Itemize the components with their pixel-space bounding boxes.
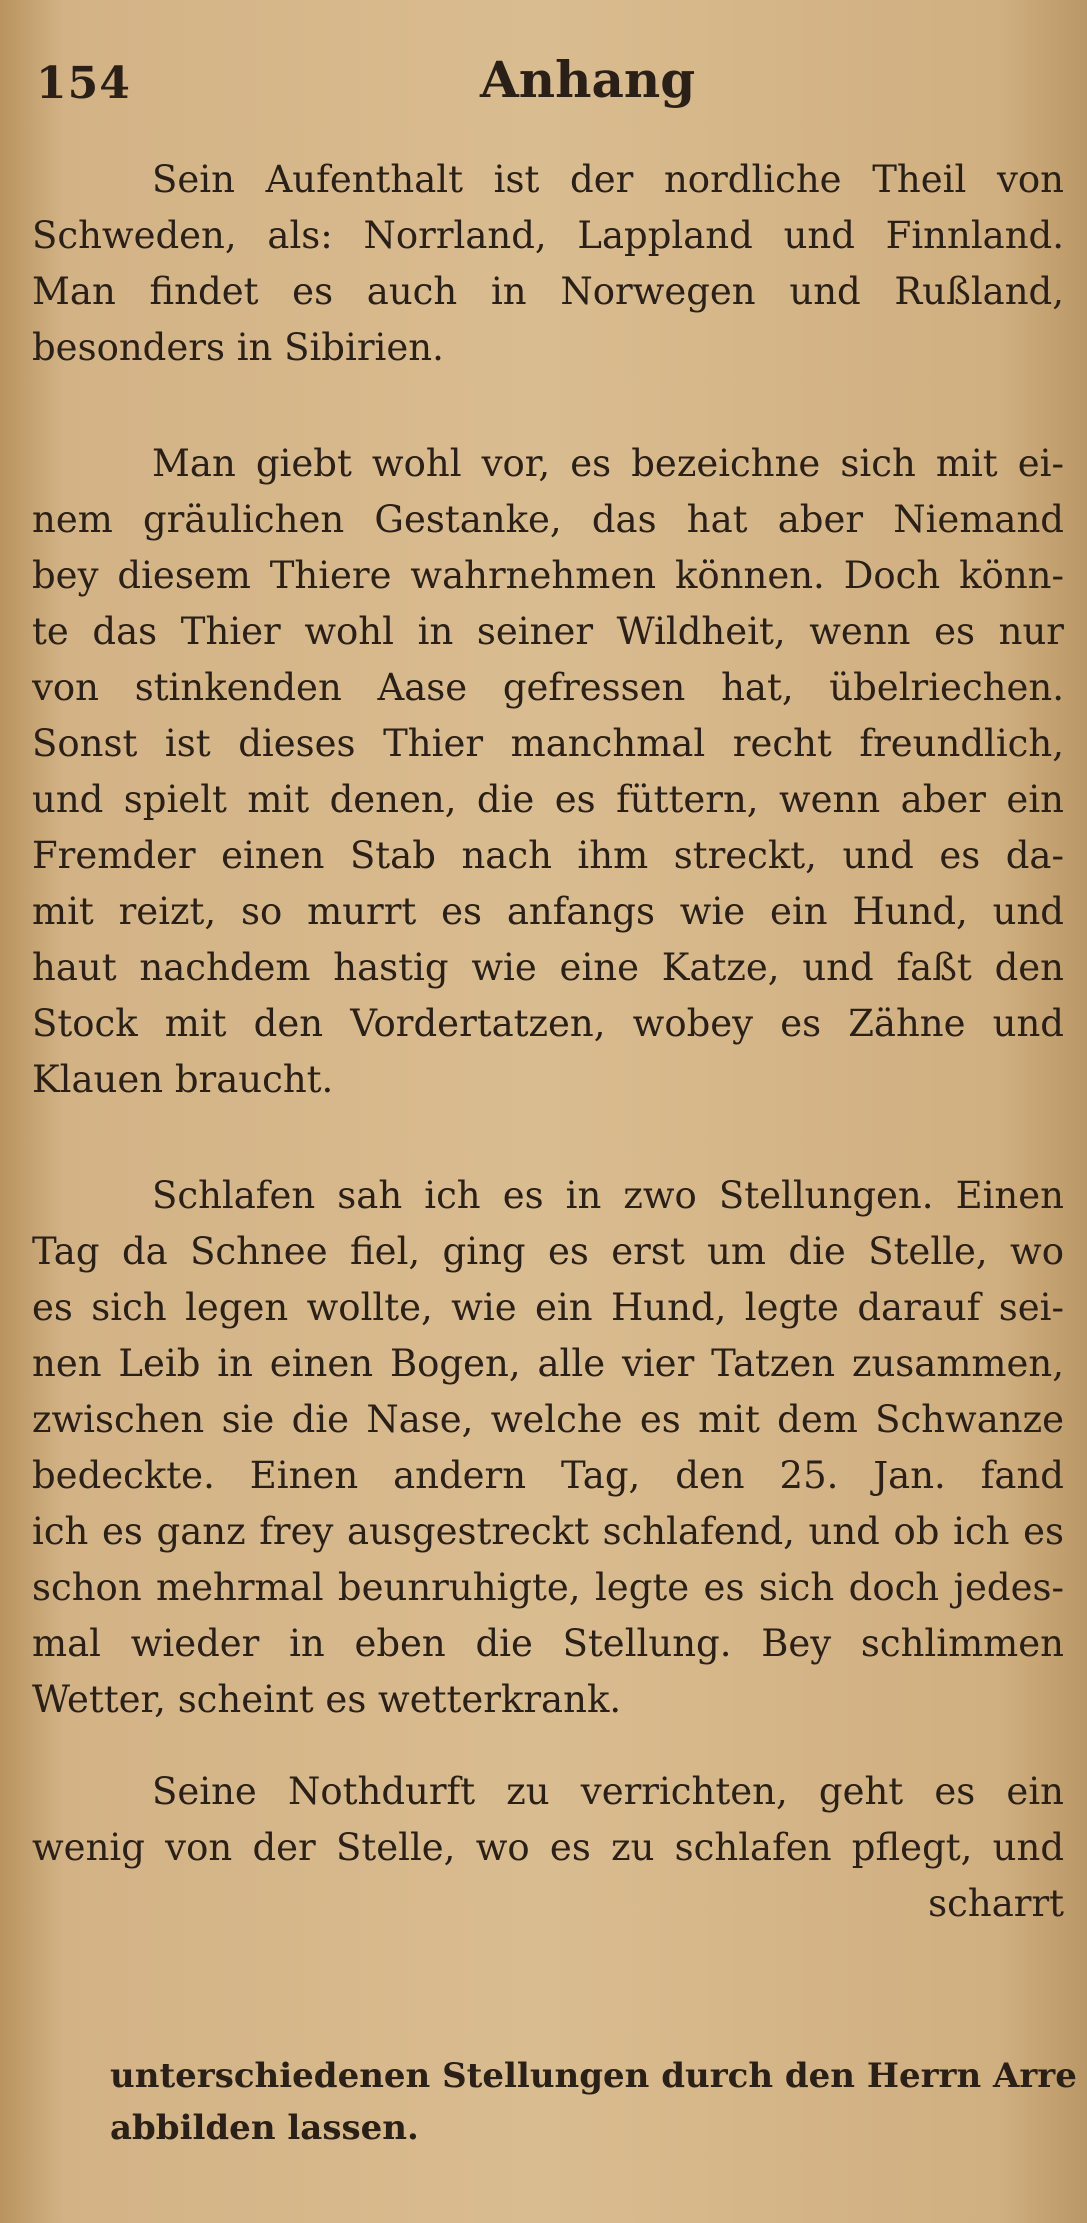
body-text [32, 152, 1064, 1932]
paragraph-gap [32, 1728, 1064, 1764]
text-line: Tag da Schnee fiel, ging es erst um die Stelle, wo [32, 1230, 1064, 1273]
page-number: 154 [36, 58, 131, 109]
text-line: schon mehrmal beunruhigte, legte es sich doch jedes- [32, 1566, 1064, 1609]
text-line: Man findet es auch in Norwegen und Rußland, [32, 270, 1064, 313]
paragraph-gap [32, 376, 1064, 436]
paragraph-habitat [32, 152, 1064, 376]
running-head: Anhang [480, 50, 696, 109]
text-line: mit reizt, so murrt es anfangs wie ein Hund, und [32, 890, 1064, 933]
text-line: bedeckte. Einen andern Tag, den 25. Jan. fand [32, 1454, 1064, 1497]
paragraph-behaviour [32, 436, 1064, 1108]
text-line: Stock mit den Vordertatzen, wobey es Zähne und [32, 1002, 1064, 1045]
text-line: Fremder einen Stab nach ihm streckt, und es da- [32, 834, 1064, 877]
footnote [110, 2050, 1077, 2154]
text-line: Wetter, scheint es wetterkrank. [32, 1678, 622, 1721]
text-line: Schlafen sah ich es in zwo Stellungen. Einen [152, 1174, 1064, 1217]
page-header [0, 40, 1087, 120]
text-line: te das Thier wohl in seiner Wildheit, wenn es nur [32, 610, 1064, 653]
footnote-line: unterschiedenen Stellungen durch den Herrn Arre [110, 2056, 1077, 2096]
text-line: mal wieder in eben die Stellung. Bey schlimmen [32, 1622, 1064, 1665]
text-line: es sich legen wollte, wie ein Hund, legte darauf sei- [32, 1286, 1064, 1329]
text-line: Klauen braucht. [32, 1058, 334, 1101]
text-line: besonders in Sibirien. [32, 326, 444, 369]
text-line: Sein Aufenthalt ist der nordliche Theil von [152, 158, 1064, 201]
text-line: von stinkenden Aase gefressen hat, übelriechen. [32, 666, 1064, 709]
text-line: wenig von der Stelle, wo es zu schlafen pflegt, und [32, 1826, 1064, 1869]
catchword: scharrt [928, 1882, 1064, 1925]
text-line: Sonst ist dieses Thier manchmal recht freundlich, [32, 722, 1064, 765]
text-line: ich es ganz frey ausgestreckt schlafend, und ob ich es [32, 1510, 1064, 1553]
text-line: haut nachdem hastig wie eine Katze, und faßt den [32, 946, 1064, 989]
text-line: und spielt mit denen, die es füttern, wenn aber ein [32, 778, 1064, 821]
text-line: bey diesem Thiere wahrnehmen können. Doch könn- [32, 554, 1064, 597]
text-line: Schweden, als: Norrland, Lappland und Finnland. [32, 214, 1064, 257]
footnote-line: abbilden lassen. [110, 2108, 419, 2148]
text-line: Seine Nothdurft zu verrichten, geht es ein [152, 1770, 1064, 1813]
paragraph-nothdurft [32, 1764, 1064, 1932]
text-line: zwischen sie die Nase, welche es mit dem Schwanze [32, 1398, 1064, 1441]
paragraph-gap [32, 1108, 1064, 1168]
paragraph-sleeping [32, 1168, 1064, 1728]
text-line: nem gräulichen Gestanke, das hat aber Niemand [32, 498, 1064, 541]
text-line: nen Leib in einen Bogen, alle vier Tatzen zusammen, [32, 1342, 1064, 1385]
text-line: Man giebt wohl vor, es bezeichne sich mit ei- [152, 442, 1064, 485]
